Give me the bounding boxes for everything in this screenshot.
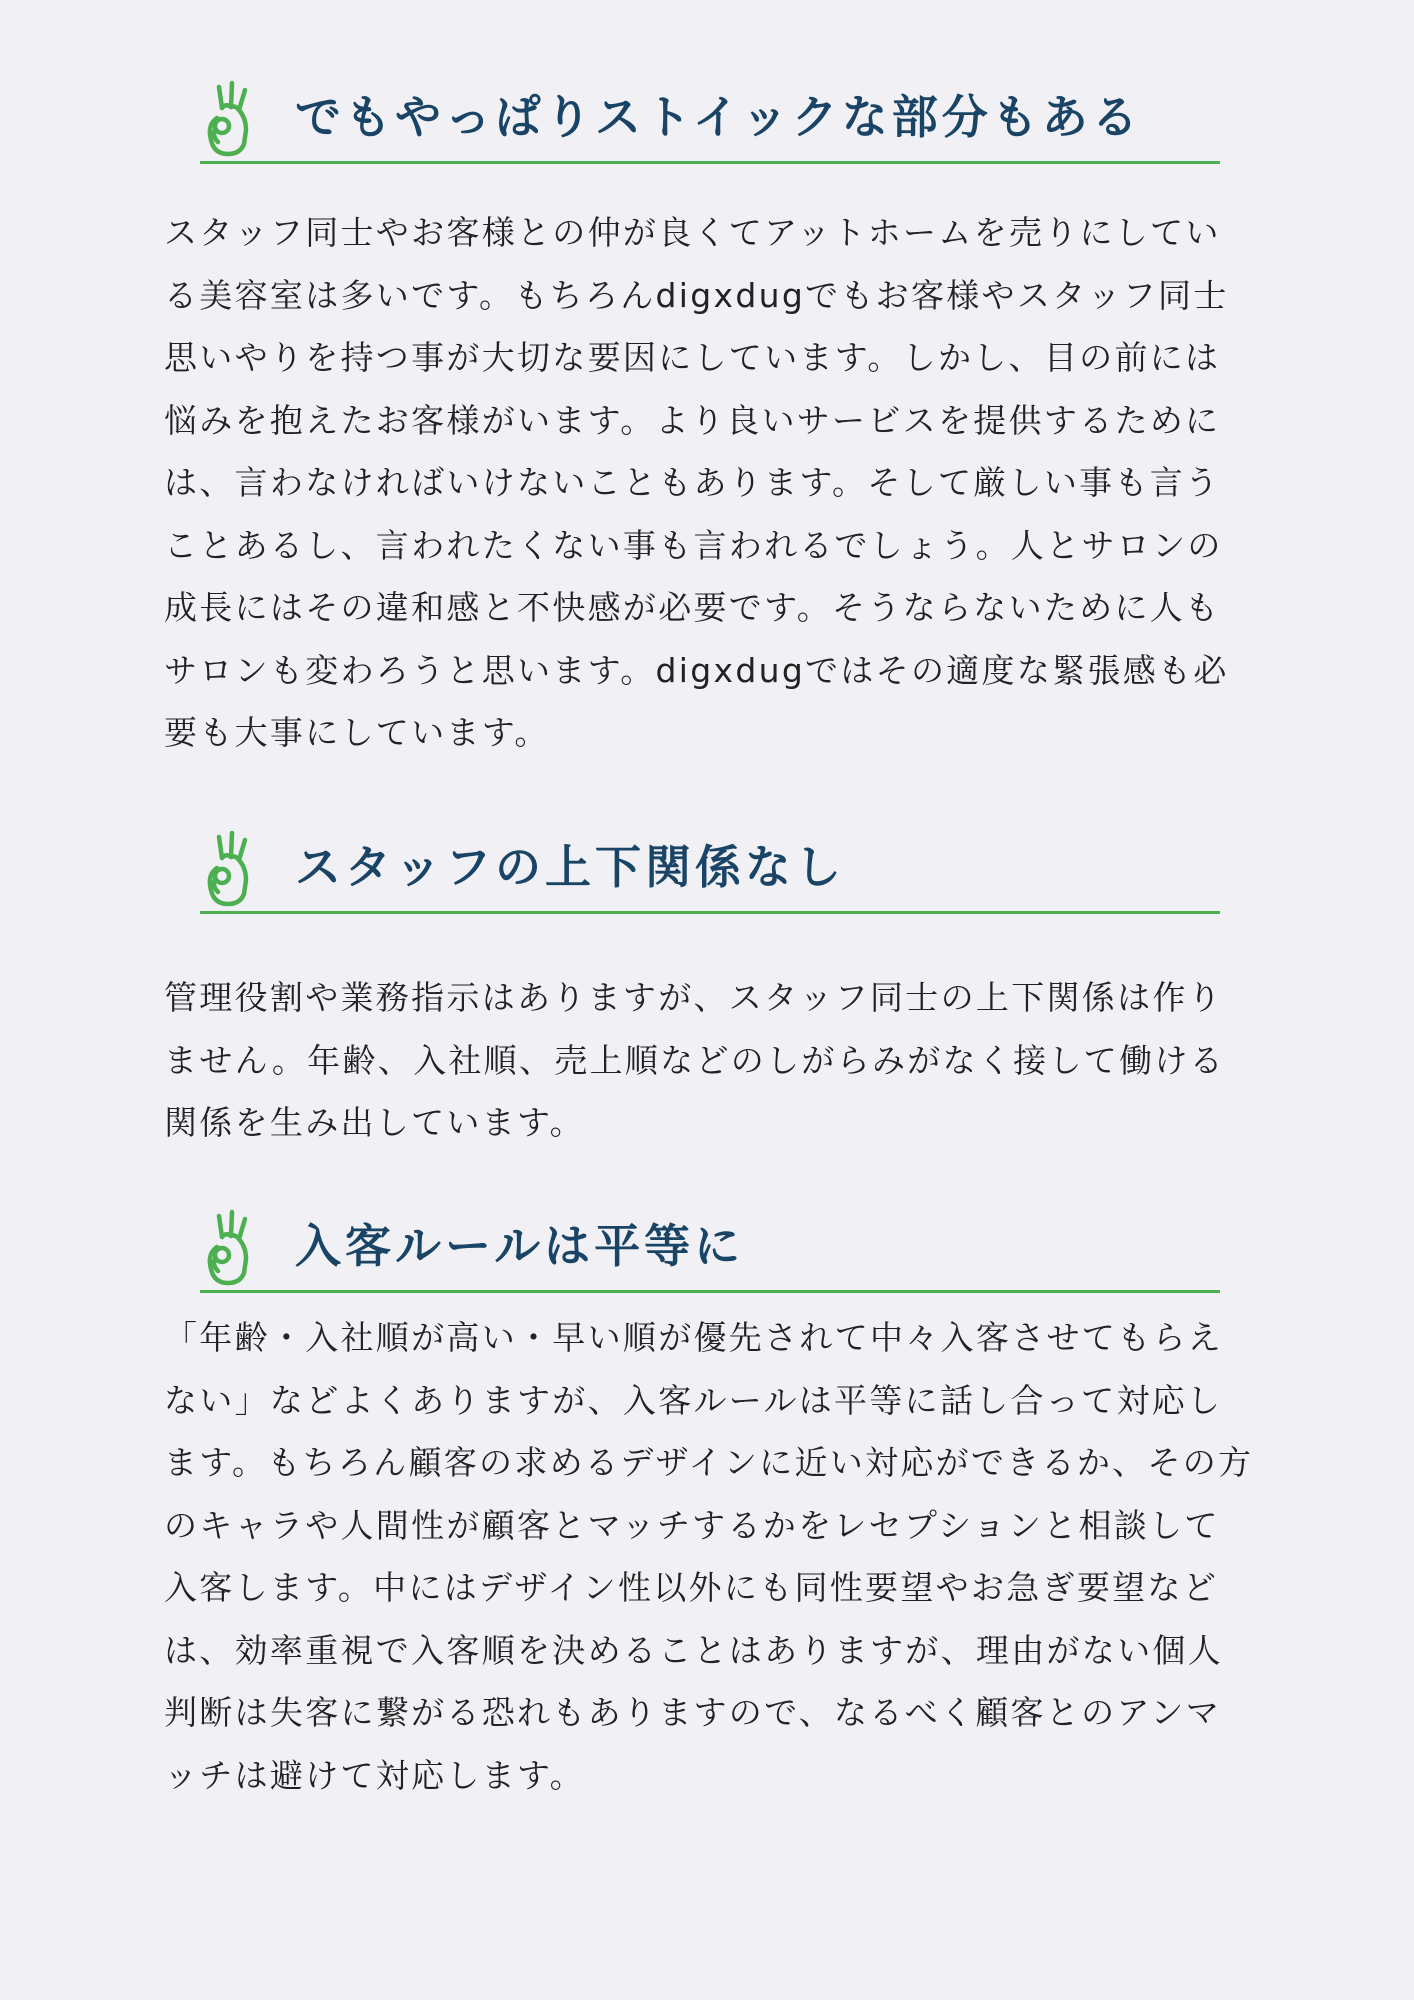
section-heading-equal-rules [200,1207,1220,1297]
section-body-no-hierarchy: 管理役割や業務指示はありますが、スタッフ同士の上下関係は作りません。年齢、入社順、売上順などのしがらみがなく接して働ける関係を生み出しています。 [164,978,1225,1142]
section-heading-no-hierarchy [200,828,1220,918]
ok-hand-icon [202,78,256,158]
section-heading-text: でもやっぱりストイックな部分もある [295,90,1142,144]
section-body-stoic: スタッフ同士やお客様との仲が良くてアットホームを売りにしている美容室は多いです。もちろんdigxdugでもお客様やスタッフ同士思いやりを持つ事が大切な要因にしています。しかし、目の前には悩みを抱えたお客様がいます。より良いサービスを提供するためには、言わなければいけないこともあります。そして厳しい事も言うことあるし、言われたくない事も言われるでしょう。人とサロンの成長にはその違和感と不快感が必要です。そうならないために人もサロンも変わろうと思います。digxdugではその適度な緊張感も必要も大事にしています。 [164,213,1229,752]
heading-underline [200,161,1220,164]
section-heading-stoic [200,78,1220,168]
section-body-equal-rules: 「年齢・入社順が高い・早い順が優先されて中々入客させてもらえない」などよくありますが、入客ルールは平等に話し合って対応します。もちろん顧客の求めるデザインに近い対応ができるか、その方のキャラや人間性が顧客とマッチするかをレセプションと相談して入客します。中にはデザイン性以外にも同性要望やお急ぎ要望などは、効率重視で入客順を決めることはありますが、理由がない個人判断は失客に繋がる恐れもありますので、なるべく顧客とのアンマッチは避けて対応します。 [164,1318,1254,1795]
heading-underline [200,1290,1220,1293]
ok-hand-icon [202,828,256,908]
section-heading-text: スタッフの上下関係なし [295,840,845,894]
heading-underline [200,911,1220,914]
ok-hand-icon [202,1207,256,1287]
section-heading-text: 入客ルールは平等に [295,1219,745,1273]
